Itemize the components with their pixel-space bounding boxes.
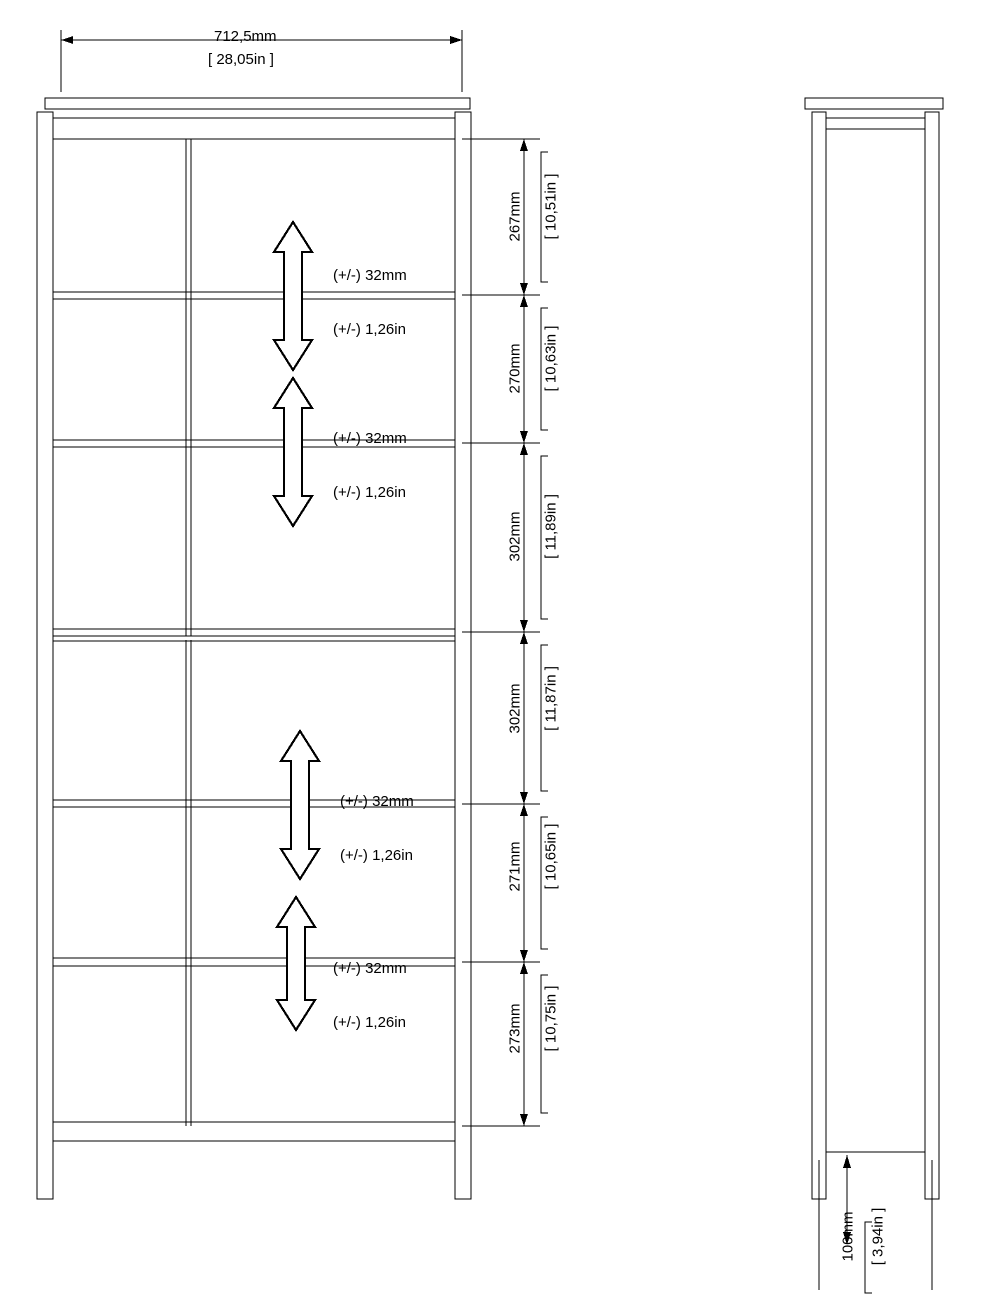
- adjust-arrow-3: [281, 731, 319, 879]
- vdim-3-in: [ 11,89in ]: [542, 494, 560, 559]
- front-right-leg: [455, 112, 471, 1199]
- tolerance-2-in: (+/-) 1,26in: [333, 484, 406, 501]
- tolerance-1-in: (+/-) 1,26in: [333, 321, 406, 338]
- vdim-1-mm: 267mm: [506, 191, 524, 242]
- tolerance-2: [333, 394, 407, 538]
- vdim-6-in: [ 10,75in ]: [542, 985, 560, 1052]
- side-left-panel: [812, 112, 826, 1199]
- vdim-2-mm: 270mm: [506, 343, 524, 394]
- arrow-depth-up: [843, 1155, 851, 1168]
- vdim-1-in: [ 10,51in ]: [542, 173, 560, 240]
- arrow-width-left: [61, 36, 73, 44]
- tolerance-3-in: (+/-) 1,26in: [340, 847, 413, 864]
- vdim-4-mm: 302mm: [506, 683, 524, 734]
- tolerance-1-mm: (+/-) 32mm: [333, 267, 407, 284]
- vdim-5-in: [ 10,65in ]: [542, 823, 560, 890]
- width-dim-mm: 712,5mm: [214, 28, 277, 45]
- tolerance-4-mm: (+/-) 32mm: [333, 960, 407, 977]
- tolerance-3-mm: (+/-) 32mm: [340, 793, 414, 810]
- tolerance-4-in: (+/-) 1,26in: [333, 1014, 406, 1031]
- depth-dim-in: [ 3,94in ]: [869, 1207, 887, 1266]
- front-top-cap: [45, 98, 470, 109]
- tolerance-1: [333, 231, 407, 375]
- tolerance-4: [333, 924, 407, 1068]
- adjust-arrow-1: [274, 222, 312, 370]
- vdim-4-in: [ 11,87in ]: [542, 666, 560, 731]
- vdim-2-in: [ 10,63in ]: [542, 325, 560, 392]
- vdim-3-mm: 302mm: [506, 511, 524, 562]
- vdim-5-mm: 271mm: [506, 841, 524, 892]
- adjust-arrow-2: [274, 378, 312, 526]
- tolerance-3: [340, 757, 414, 901]
- side-top-cap: [805, 98, 943, 109]
- arrow-width-right: [450, 36, 462, 44]
- adjust-arrow-4: [277, 897, 315, 1030]
- tolerance-2-mm: (+/-) 32mm: [333, 430, 407, 447]
- front-left-leg: [37, 112, 53, 1199]
- depth-dim-mm: 100mm: [839, 1211, 857, 1262]
- vdim-6-mm: 273mm: [506, 1003, 524, 1054]
- side-right-panel: [925, 112, 939, 1199]
- width-dim-in: [ 28,05in ]: [208, 51, 274, 68]
